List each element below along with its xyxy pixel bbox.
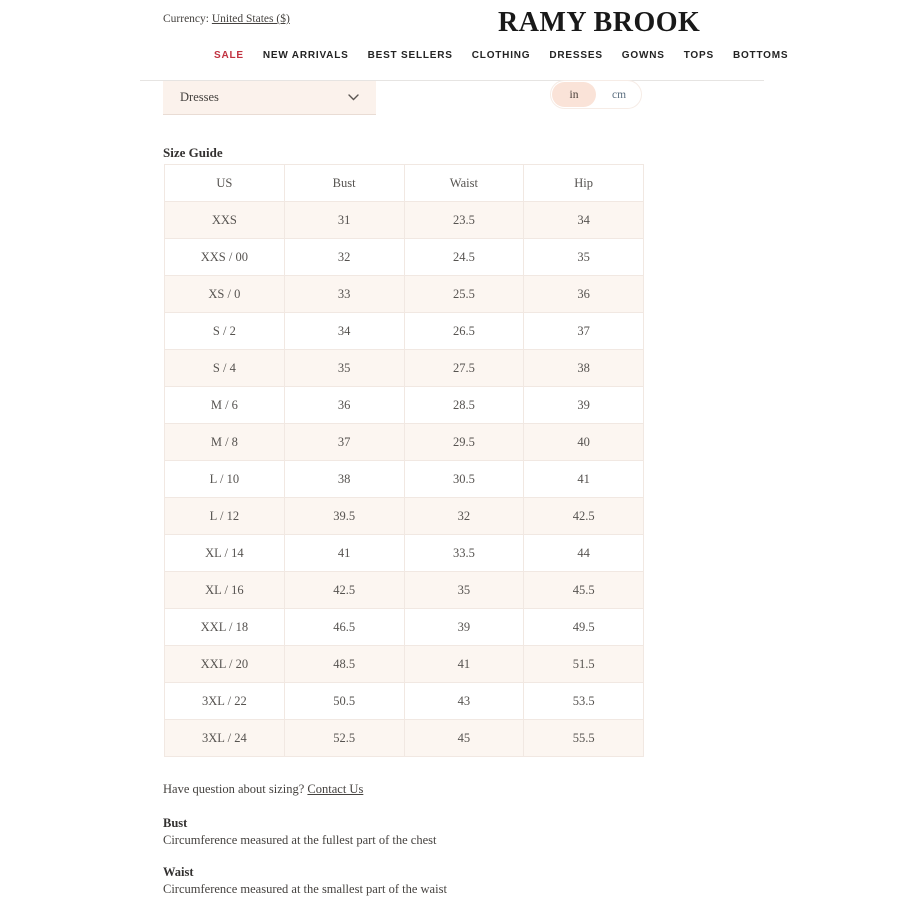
table-header-row	[165, 165, 644, 202]
table-row	[165, 313, 644, 350]
measurement-cell: 33	[284, 276, 404, 313]
measurement-cell: 25.5	[404, 276, 524, 313]
size-label-cell: M / 6	[165, 387, 285, 424]
table-row	[165, 498, 644, 535]
nav-item-tops[interactable]: TOPS	[683, 50, 714, 61]
measurement-cell: 45.5	[524, 572, 644, 609]
size-label-cell: XL / 14	[165, 535, 285, 572]
measurement-cell: 48.5	[284, 646, 404, 683]
measurement-cell: 36	[284, 387, 404, 424]
measurement-cell: 31	[284, 202, 404, 239]
measurement-cell: 32	[404, 498, 524, 535]
size-label-cell: S / 4	[165, 350, 285, 387]
size-label-cell: XXS	[165, 202, 285, 239]
measurement-cell: 38	[284, 461, 404, 498]
table-row	[165, 461, 644, 498]
measurement-cell: 44	[524, 535, 644, 572]
measurement-cell: 39.5	[284, 498, 404, 535]
measurement-cell: 53.5	[524, 683, 644, 720]
measurement-cell: 30.5	[404, 461, 524, 498]
measurement-cell: 23.5	[404, 202, 524, 239]
nav-item-dresses[interactable]: DRESSES	[549, 50, 603, 61]
measurement-cell: 35	[284, 350, 404, 387]
measurement-cell: 38	[524, 350, 644, 387]
measurement-cell: 34	[524, 202, 644, 239]
category-select-value: Dresses	[180, 90, 219, 104]
table-row	[165, 387, 644, 424]
measurement-cell: 32	[284, 239, 404, 276]
measurement-cell: 26.5	[404, 313, 524, 350]
size-label-cell: M / 8	[165, 424, 285, 461]
size-label-cell: XS / 0	[165, 276, 285, 313]
measurement-cell: 34	[284, 313, 404, 350]
measurement-cell: 27.5	[404, 350, 524, 387]
bust-term-title: Bust	[163, 816, 188, 830]
column-header-hip: Hip	[524, 165, 644, 202]
currency-link[interactable]: United States ($)	[211, 13, 290, 25]
size-label-cell: XXL / 20	[165, 646, 285, 683]
measurement-cell: 33.5	[404, 535, 524, 572]
table-row	[165, 239, 644, 276]
measurement-cell: 28.5	[404, 387, 524, 424]
table-row	[165, 424, 644, 461]
column-header-bust: Bust	[284, 165, 404, 202]
table-row	[165, 276, 644, 313]
measurement-cell: 52.5	[284, 720, 404, 757]
size-label-cell: XL / 16	[165, 572, 285, 609]
size-table	[164, 164, 644, 757]
table-row	[165, 572, 644, 609]
column-header-waist: Waist	[404, 165, 524, 202]
contact-us-link[interactable]: Contact Us	[307, 782, 364, 796]
size-label-cell: XXL / 18	[165, 609, 285, 646]
table-row	[165, 720, 644, 757]
column-header-us: US	[165, 165, 285, 202]
currency-label: Currency:	[163, 13, 209, 25]
measurement-cell: 35	[524, 239, 644, 276]
measurement-cell: 29.5	[404, 424, 524, 461]
nav-item-gowns[interactable]: GOWNS	[621, 50, 665, 61]
measurement-cell: 39	[404, 609, 524, 646]
table-row	[165, 535, 644, 572]
waist-term-desc: Circumference measured at the smallest part of the waist	[163, 882, 447, 896]
measurement-cell: 41	[404, 646, 524, 683]
unit-option-in[interactable]: in	[552, 82, 596, 107]
measurement-cell: 39	[524, 387, 644, 424]
measurement-cell: 49.5	[524, 609, 644, 646]
measurement-cell: 42.5	[284, 572, 404, 609]
category-select[interactable]	[163, 81, 376, 114]
size-label-cell: L / 10	[165, 461, 285, 498]
measurement-cell: 37	[524, 313, 644, 350]
brand-logo[interactable]: RAMY BROOK	[498, 7, 701, 38]
size-table-body	[165, 202, 644, 757]
nav-item-best-sellers[interactable]: BEST SELLERS	[367, 50, 453, 61]
main-nav	[214, 50, 788, 61]
measurement-cell: 36	[524, 276, 644, 313]
measurement-cell: 50.5	[284, 683, 404, 720]
measurement-cell: 55.5	[524, 720, 644, 757]
size-label-cell: S / 2	[165, 313, 285, 350]
nav-item-clothing[interactable]: CLOTHING	[471, 50, 531, 61]
size-label-cell: L / 12	[165, 498, 285, 535]
table-row	[165, 646, 644, 683]
size-label-cell: XXS / 00	[165, 239, 285, 276]
table-row	[165, 202, 644, 239]
sizing-question	[163, 782, 363, 797]
table-row	[165, 609, 644, 646]
unit-toggle	[550, 80, 642, 109]
table-row	[165, 350, 644, 387]
nav-item-new-arrivals[interactable]: NEW ARRIVALS	[262, 50, 349, 61]
measurement-cell: 42.5	[524, 498, 644, 535]
measurement-cell: 43	[404, 683, 524, 720]
measurement-cell: 40	[524, 424, 644, 461]
bust-term-desc: Circumference measured at the fullest part of the chest	[163, 833, 437, 847]
chevron-down-icon	[348, 94, 359, 101]
measurement-cell: 41	[524, 461, 644, 498]
measurement-cell: 45	[404, 720, 524, 757]
size-label-cell: 3XL / 22	[165, 683, 285, 720]
size-guide-title: Size Guide	[163, 145, 223, 160]
measurement-cell: 51.5	[524, 646, 644, 683]
size-label-cell: 3XL / 24	[165, 720, 285, 757]
measurement-cell: 24.5	[404, 239, 524, 276]
table-row	[165, 683, 644, 720]
unit-option-cm[interactable]: cm	[597, 81, 641, 108]
measurement-cell: 37	[284, 424, 404, 461]
nav-item-bottoms[interactable]: BOTTOMS	[732, 50, 789, 61]
measurement-cell: 46.5	[284, 609, 404, 646]
currency-selector	[163, 13, 290, 25]
nav-item-sale[interactable]: SALE	[214, 50, 244, 61]
waist-term-title: Waist	[163, 865, 194, 879]
measurement-cell: 35	[404, 572, 524, 609]
sizing-question-text: Have question about sizing?	[163, 782, 308, 796]
measurement-cell: 41	[284, 535, 404, 572]
